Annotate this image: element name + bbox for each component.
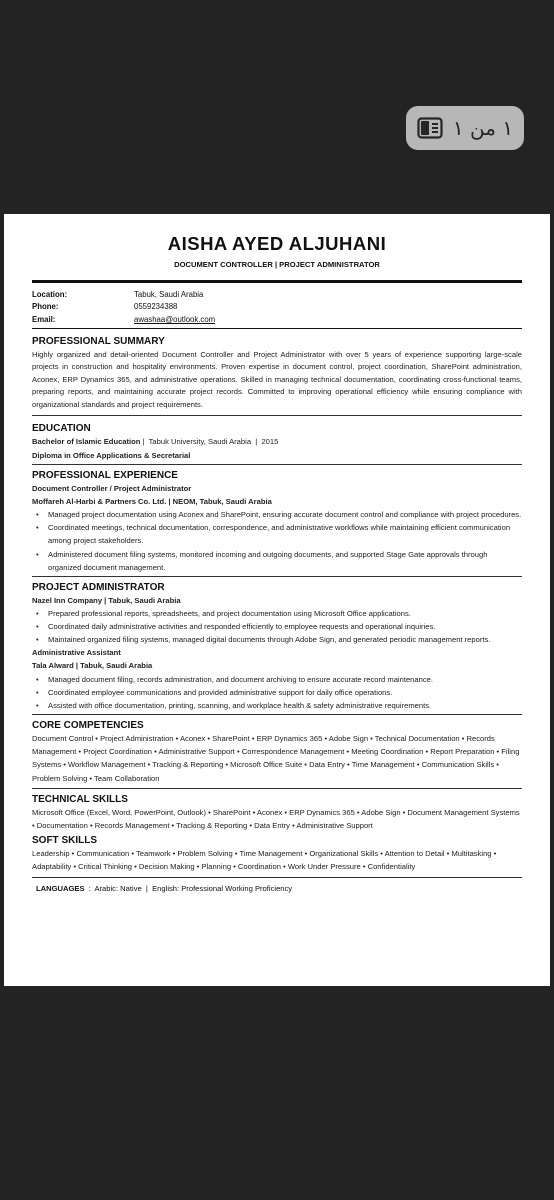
project-admin-bullets [32, 607, 522, 646]
soft-section [32, 834, 522, 877]
soft-text: Leadership • Communication • Teamwork • Problem Solving • Time Management • Organizational Skills • Attention to Detail • Multitasking • Adaptability • Critical Thinking • Decision Making • Planning • Coordination • Work Under Pressure • Confidentiality [32, 849, 497, 872]
diploma-line: Diploma in Office Applications & Secretarial [32, 450, 191, 460]
soft-divider [32, 877, 522, 878]
core-divider [32, 788, 522, 789]
page-indicator[interactable] [406, 106, 524, 150]
experience-company: Moffareh Al-Harbi & Partners Co. Ltd. | NEOM, Tabuk, Saudi Arabia [32, 497, 272, 507]
candidate-title: DOCUMENT CONTROLLER | PROJECT ADMINISTRATOR [174, 260, 380, 269]
contact-email [32, 313, 522, 326]
header-divider [32, 280, 522, 283]
location-label: Location: [32, 289, 68, 299]
location-value: Tabuk, Saudi Arabia [134, 289, 204, 299]
assistant-company: Tala Alward | Tabuk, Saudi Arabia [32, 661, 153, 671]
degree-name: Bachelor of Islamic Education [32, 437, 141, 447]
core-heading: CORE COMPETENCIES [32, 719, 144, 731]
core-section [32, 719, 522, 789]
list-item: • Coordinated daily administrative activities and responded efficiently to employee requests and operational inquiries. [32, 620, 522, 633]
soft-heading: SOFT SKILLS [32, 835, 97, 847]
languages-row [32, 884, 522, 893]
contact-divider [32, 328, 522, 329]
technical-section [32, 793, 522, 832]
list-item: • Managed document filing, records administration, and document archiving to ensure accurate record maintenance. [32, 673, 522, 686]
technical-heading: TECHNICAL SKILLS [32, 793, 128, 805]
email-link[interactable]: awashaa@outlook.com [134, 314, 216, 324]
experience-heading: PROFESSIONAL EXPERIENCE [32, 469, 178, 481]
project-admin-divider [32, 714, 522, 715]
list-item: • Coordinated meetings, technical documentation, correspondence, and administrative workflows while maintaining efficient communication among project stakeholders. [32, 521, 522, 547]
experience-section [32, 469, 522, 577]
core-text: Document Control • Project Administration • Aconex • SharePoint • ERP Dynamics 365 • Adobe Sign • Technical Documentation • Records Management • Project Coordination • Administrative Support • Correspondence Management • Meeting Coordination • Report Preparation • Filing Systems • Workflow Management • Tracking & Reporting • Microsoft Office Suite • Data Entry • Time Management • Communication Skills • Problem Solving • Team Collaboration [32, 733, 520, 783]
summary-divider [32, 415, 522, 416]
contact-block [32, 288, 522, 329]
contact-phone [32, 301, 522, 314]
list-item: • Coordinated employee communications and provided administrative support for daily office operations. [32, 686, 522, 699]
assistant-role: Administrative Assistant [32, 648, 121, 658]
education-degree-line [32, 435, 522, 448]
education-heading: EDUCATION [32, 423, 91, 435]
project-admin-section [32, 581, 522, 715]
degree-details: | Tabuk University, Saudi Arabia | 2015 [140, 437, 279, 447]
summary-text: Highly organized and detail-oriented Document Controller and Project Administrator with over 5 years of experience supporting large-scale projects in construction and hospitality environments. Proven expertise in document control, project coordination, SharePoint administration, Aconex, ERP Dynamics 365, and administrative operations. Skilled in managing technical documentation, coordinating cross-functional teams, preparing reports, and maintaining accurate project records. Committed to improving operational efficiency while ensuring compliance with organizational standards and project requirements. [32, 349, 522, 409]
summary-section [32, 335, 522, 417]
list-item: • Managed project documentation using Aconex and SharePoint, ensuring accurate document control and compliance with project procedures. [32, 508, 522, 521]
project-admin-company: Nazel Inn Company | Tabuk, Saudi Arabia [32, 595, 181, 605]
education-divider [32, 464, 522, 465]
contact-location [32, 288, 522, 301]
summary-heading: PROFESSIONAL SUMMARY [32, 335, 165, 347]
assistant-bullets [32, 673, 522, 712]
experience-divider [32, 576, 522, 577]
list-item: • Administered document filing systems, monitored incoming and outgoing documents, and supported Stage Gate approvals through organized document management. [32, 548, 522, 574]
list-item: • Assisted with office documentation, printing, scanning, and workplace health & safety administrative requirements. [32, 699, 522, 712]
page-indicator-text: ١ من ١ [452, 116, 514, 140]
languages-label: LANGUAGES [36, 883, 85, 893]
candidate-name: AISHA AYED ALJUHANI [167, 233, 387, 254]
reader-view-icon [417, 117, 443, 139]
email-label: Email: [32, 314, 56, 324]
list-item: • Maintained organized filing systems, managed digital documents through Adobe Sign, and generated periodic management reports. [32, 633, 522, 646]
phone-value: 0559234388 [134, 302, 178, 312]
project-admin-heading: PROJECT ADMINISTRATOR [32, 581, 165, 593]
list-item: • Prepared professional reports, spreadsheets, and project documentation using Microsoft Office applications. [32, 607, 522, 620]
languages-text: : Arabic: Native | English: Professional Working Proficiency [88, 883, 293, 893]
phone-label: Phone: [32, 302, 59, 312]
experience-bullets [32, 508, 522, 573]
technical-text: Microsoft Office (Excel, Word, PowerPoint, Outlook) • SharePoint • Aconex • ERP Dynamics 365 • Adobe Sign • Document Management Systems • Documentation • Records Management • Tracking & Reporting • Data Entry • Administrative Support [32, 807, 520, 830]
resume-page [4, 214, 550, 986]
education-section [32, 422, 522, 464]
experience-role: Document Controller / Project Administrator [32, 483, 192, 493]
